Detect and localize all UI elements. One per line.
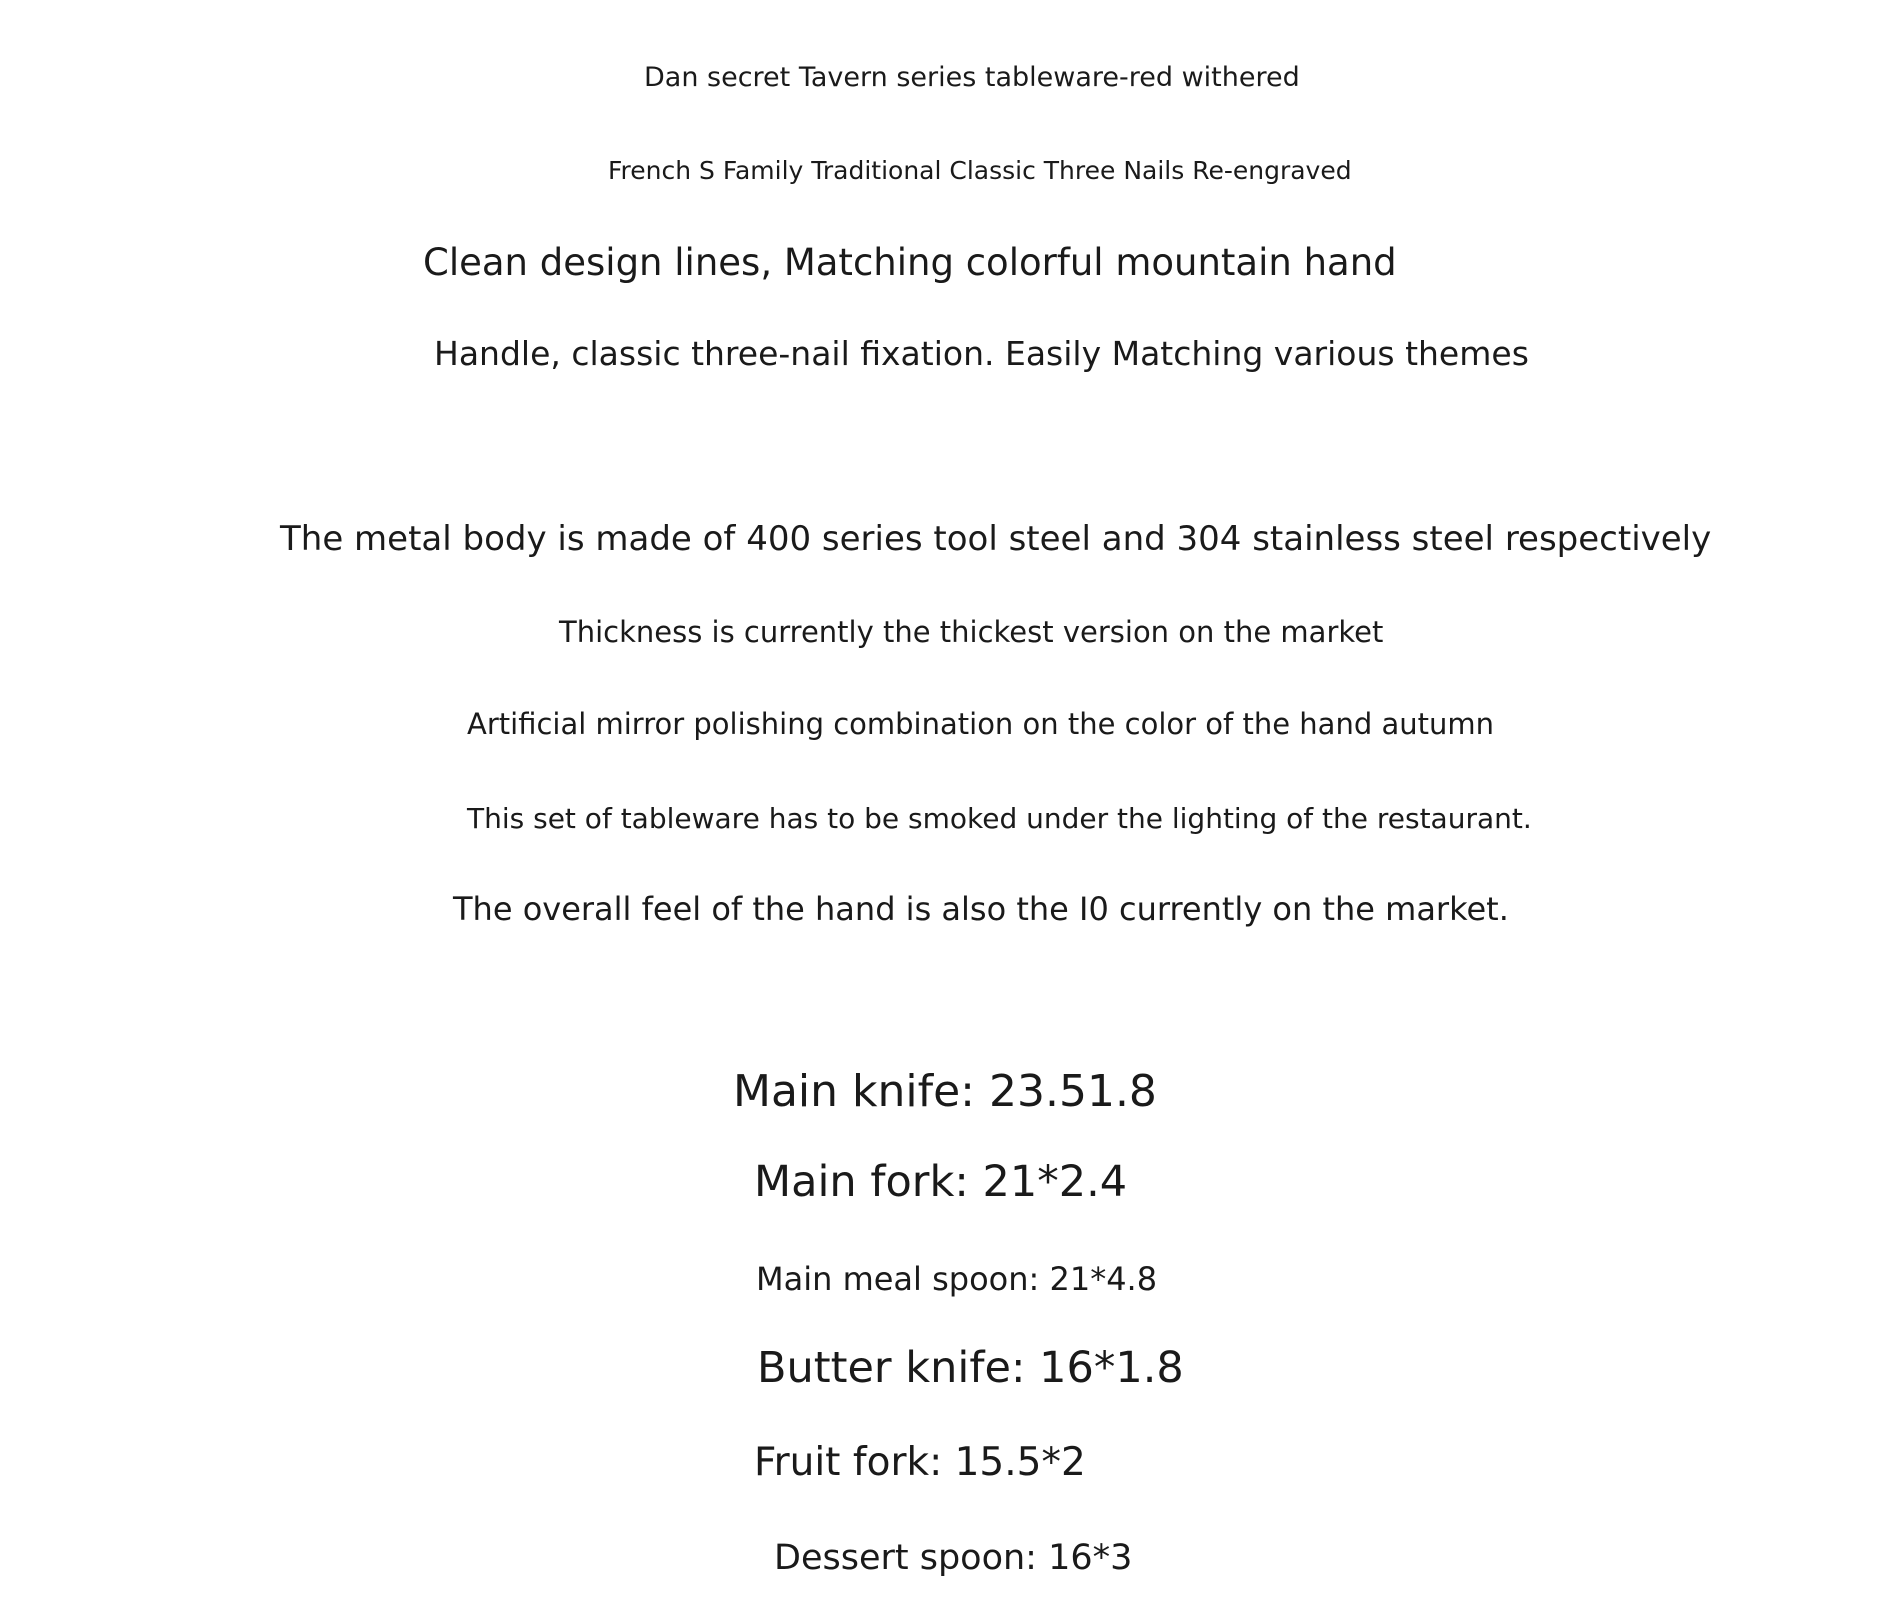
spec-fruit-fork: Fruit fork: 15.5*2 <box>754 1440 1086 1485</box>
description-line: Clean design lines, Matching colorful mountain hand <box>423 241 1397 284</box>
spec-main-meal-spoon: Main meal spoon: 21*4.8 <box>756 1260 1158 1298</box>
product-subtitle: French S Family Traditional Classic Three Nails Re-engraved <box>608 156 1352 185</box>
product-title: Dan secret Tavern series tableware-red withered <box>644 62 1300 93</box>
description-line: The overall feel of the hand is also the I0 currently on the market. <box>453 890 1509 928</box>
spec-butter-knife: Butter knife: 16*1.8 <box>757 1343 1184 1393</box>
spec-main-fork: Main fork: 21*2.4 <box>754 1157 1128 1207</box>
spec-main-knife: Main knife: 23.51.8 <box>733 1066 1157 1117</box>
description-line: Handle, classic three-nail fixation. Easily Matching various themes <box>434 334 1529 373</box>
description-line: This set of tableware has to be smoked under the lighting of the restaurant. <box>467 802 1532 835</box>
description-line: The metal body is made of 400 series tool steel and 304 stainless steel respectively <box>280 519 1712 559</box>
spec-dessert-spoon: Dessert spoon: 16*3 <box>774 1538 1133 1578</box>
description-line: Artificial mirror polishing combination on the color of the hand autumn <box>467 707 1494 741</box>
description-line: Thickness is currently the thickest version on the market <box>559 615 1384 649</box>
